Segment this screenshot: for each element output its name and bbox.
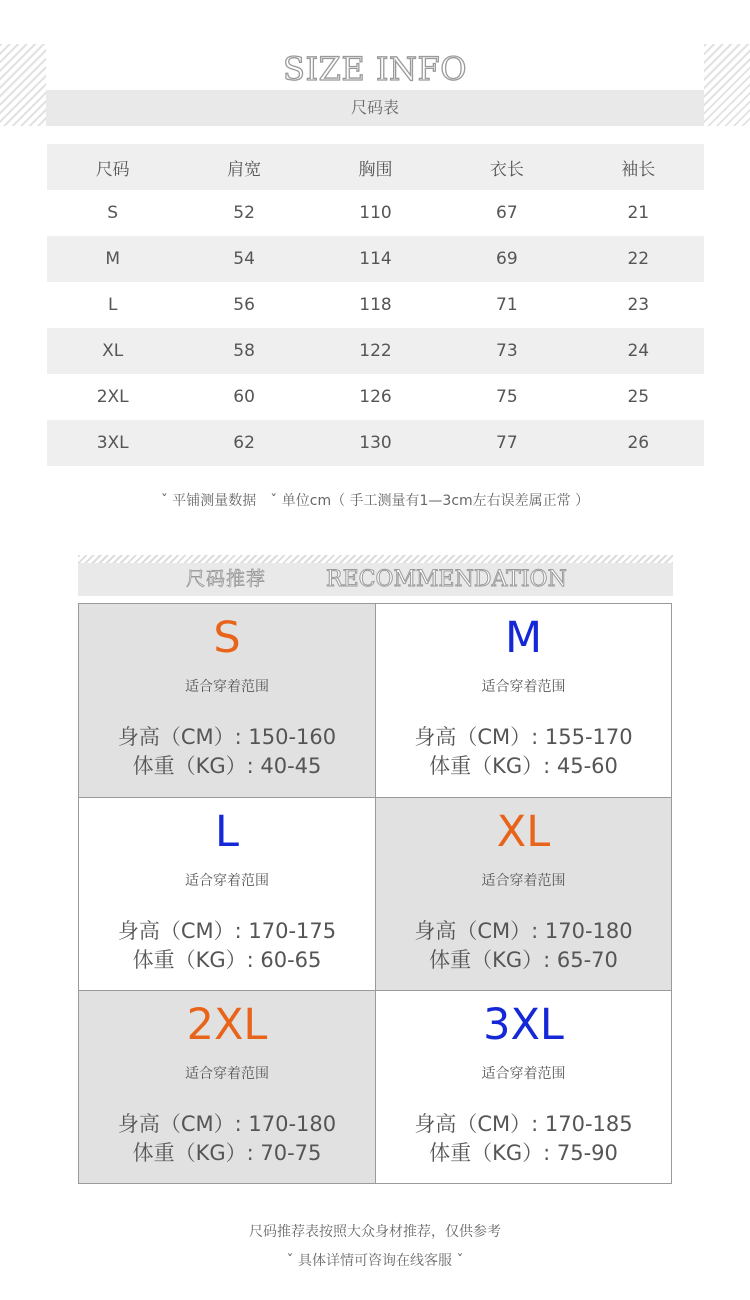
table-cell: 71 bbox=[496, 295, 518, 315]
size-letter: M bbox=[504, 613, 543, 663]
table-row bbox=[47, 420, 704, 466]
recommendation-title-cn: 尺码推荐 bbox=[186, 568, 267, 590]
footer-disclaimer: 尺码推荐表按照大众身材推荐，仅供参考 bbox=[249, 1224, 501, 1240]
height-range: 身高（CM）: 170-180 bbox=[117, 1112, 337, 1136]
fit-range-label: 适合穿着范围 bbox=[185, 873, 269, 889]
height-range: 身高（CM）: 170-175 bbox=[117, 919, 337, 943]
column-header: 袖长 bbox=[573, 144, 704, 190]
fit-range-label: 适合穿着范围 bbox=[185, 1066, 269, 1082]
size-card-2xl bbox=[79, 990, 375, 1183]
size-letter: S bbox=[213, 613, 241, 663]
height-range: 身高（CM）: 155-170 bbox=[414, 725, 633, 749]
table-row bbox=[47, 282, 704, 328]
table-cell: 110 bbox=[359, 203, 392, 223]
fit-range-label: 适合穿着范围 bbox=[185, 679, 269, 695]
size-letter: 2XL bbox=[186, 1000, 268, 1050]
table-cell: 24 bbox=[573, 328, 704, 374]
table-cell: 26 bbox=[573, 420, 704, 466]
table-cell: S bbox=[107, 203, 119, 223]
size-card-m bbox=[375, 604, 671, 797]
size-card-s bbox=[79, 604, 375, 797]
table-cell: 3XL bbox=[47, 420, 178, 466]
table-cell: 130 bbox=[310, 420, 441, 466]
recommendation-grid bbox=[78, 603, 672, 1184]
table-cell: L bbox=[107, 295, 118, 315]
table-cell: 23 bbox=[627, 295, 650, 315]
footer-contact-note: ˇ 具体详情可咨询在线客服 ˇ bbox=[286, 1253, 464, 1269]
table-cell: 77 bbox=[441, 420, 572, 466]
table-cell: 114 bbox=[310, 236, 441, 282]
column-header: 衣长 bbox=[441, 144, 572, 190]
height-range: 身高（CM）: 170-180 bbox=[414, 919, 633, 943]
table-cell: 118 bbox=[359, 295, 392, 315]
table-row bbox=[47, 236, 704, 282]
table-cell: 122 bbox=[310, 328, 441, 374]
table-cell: 62 bbox=[178, 420, 309, 466]
table-header-row bbox=[47, 144, 704, 190]
weight-range: 体重（KG）: 65-70 bbox=[429, 948, 618, 972]
recommendation-header bbox=[78, 563, 673, 596]
column-header: 胸围 bbox=[310, 144, 441, 190]
table-cell: 69 bbox=[441, 236, 572, 282]
table-cell: 52 bbox=[233, 203, 255, 223]
table-row bbox=[47, 328, 704, 374]
recommendation-title-en: RECOMMENDATION bbox=[326, 567, 567, 592]
page-title: SIZE INFO bbox=[283, 50, 467, 88]
table-cell: 60 bbox=[233, 387, 255, 407]
title-plate bbox=[46, 44, 704, 90]
measurement-note: ˇ 平铺测量数据 ˇ 单位cm（ 手工测量有1—3cm左右误差属正常 ） bbox=[160, 493, 590, 509]
table-cell: 54 bbox=[178, 236, 309, 282]
table-cell: 58 bbox=[178, 328, 309, 374]
column-header: 尺码 bbox=[47, 144, 178, 190]
recommendation-stripe bbox=[78, 555, 673, 563]
size-letter: 3XL bbox=[483, 1000, 564, 1050]
weight-range: 体重（KG）: 70-75 bbox=[132, 1141, 322, 1165]
weight-range: 体重（KG）: 60-65 bbox=[132, 948, 322, 972]
height-range: 身高（CM）: 170-185 bbox=[414, 1112, 633, 1136]
size-letter: L bbox=[215, 807, 239, 857]
table-cell: 73 bbox=[441, 328, 572, 374]
table-cell: 75 bbox=[496, 387, 518, 407]
size-card-3xl bbox=[375, 990, 671, 1183]
table-cell: M bbox=[47, 236, 178, 282]
fit-range-label: 适合穿着范围 bbox=[481, 873, 566, 889]
table-row bbox=[47, 190, 704, 236]
fit-range-label: 适合穿着范围 bbox=[481, 679, 566, 695]
table-cell: 67 bbox=[496, 203, 518, 223]
size-table bbox=[47, 144, 704, 466]
size-card-l bbox=[79, 797, 375, 990]
size-card-xl bbox=[375, 797, 671, 990]
fit-range-label: 适合穿着范围 bbox=[481, 1066, 566, 1082]
table-cell: 126 bbox=[359, 387, 392, 407]
table-cell: 25 bbox=[627, 387, 650, 407]
page-subtitle: 尺码表 bbox=[46, 90, 704, 126]
table-cell: 22 bbox=[573, 236, 704, 282]
weight-range: 体重（KG）: 75-90 bbox=[429, 1141, 618, 1165]
height-range: 身高（CM）: 150-160 bbox=[117, 725, 337, 749]
table-cell: XL bbox=[47, 328, 178, 374]
weight-range: 体重（KG）: 40-45 bbox=[132, 754, 322, 778]
column-header: 肩宽 bbox=[178, 144, 309, 190]
table-cell: 2XL bbox=[96, 387, 129, 407]
weight-range: 体重（KG）: 45-60 bbox=[429, 754, 618, 778]
table-cell: 21 bbox=[627, 203, 650, 223]
table-row bbox=[47, 374, 704, 420]
table-cell: 56 bbox=[233, 295, 255, 315]
size-letter: XL bbox=[496, 807, 551, 857]
